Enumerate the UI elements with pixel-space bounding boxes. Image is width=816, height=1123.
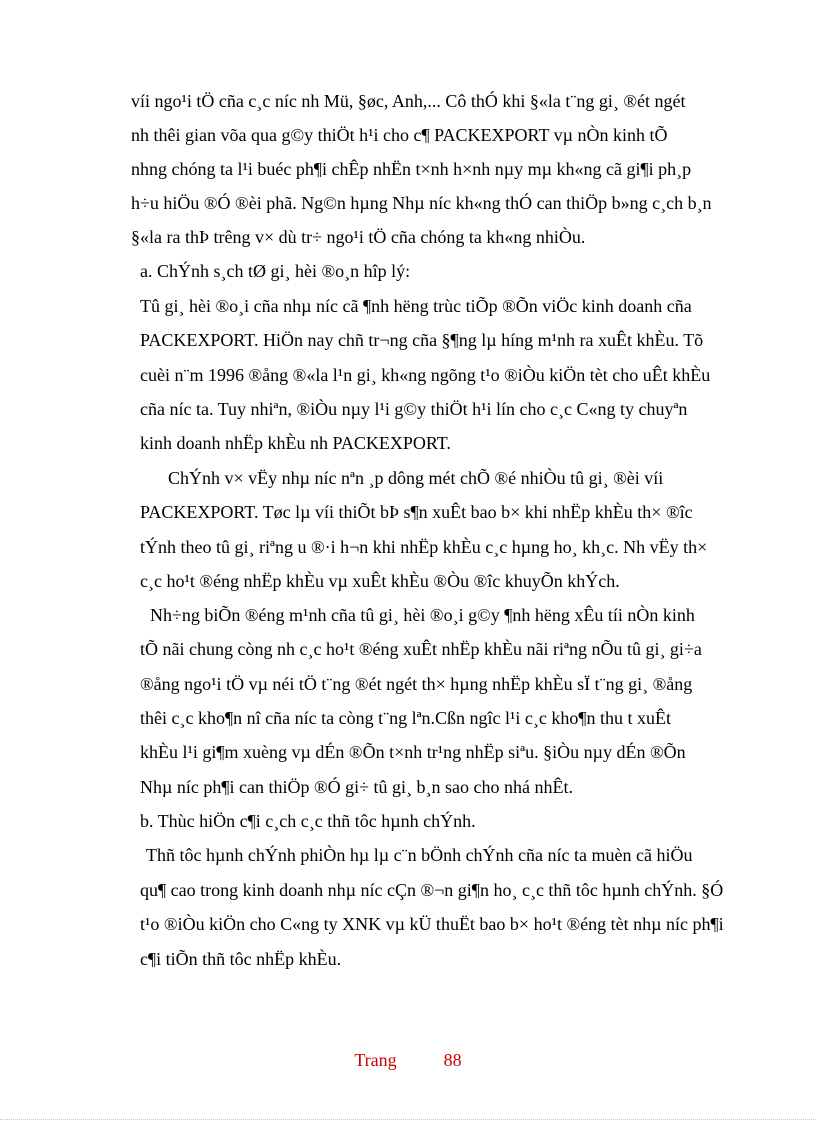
body-line: nh thêi gian võa qua g©y thiÖt h¹i cho c¶ PACKEXPORT vµ nÒn kinh tÕ — [131, 125, 668, 145]
page-footer — [0, 1050, 816, 1071]
body-line: §«la ra thÞ trêng v× dù tr÷ ngo¹i tÖ cña chóng ta kh«ng nhiÒu. — [131, 227, 586, 247]
body-line: t¹o ®iÒu kiÖn cho C«ng ty XNK vµ kÜ thuËt bao b× ho¹t ®éng tèt nhµ níc ph¶i — [140, 914, 724, 934]
body-line: kinh doanh nhËp khÈu nh PACKEXPORT. — [140, 433, 451, 453]
body-line: víi ngo¹i tÖ cña c¸c níc nh Mü, §øc, Anh,... Cô thÓ khi §«la t¨ng gi¸ ®ét ngét — [131, 91, 686, 111]
body-line: ®ång ngo¹i tÖ vµ néi tÖ t¨ng ®ét ngét th× hµng nhËp khÈu sÏ t¨ng gi¸ ®ång — [140, 674, 693, 694]
section-heading-b: b. Thùc hiÖn c¶i c¸ch c¸c thñ tôc hµnh chÝnh. — [140, 811, 476, 831]
body-line: Thñ tôc hµnh chÝnh phiÒn hµ lµ c¨n bÖnh chÝnh cña níc ta muèn cã hiÖu — [146, 845, 693, 865]
body-line: PACKEXPORT. Tøc lµ víi thiÕt bÞ s¶n xuÊt bao b× khi nhËp khÈu th× ®îc — [140, 502, 693, 522]
body-line: h÷u hiÖu ®Ó ®èi phã. Ng©n hµng Nhµ níc kh«ng thÓ can thiÖp b»ng c¸ch b¸n — [131, 193, 712, 213]
body-line: Nh÷ng biÕn ®éng m¹nh cña tû gi¸ hèi ®o¸i g©y ¶nh hëng xÊu tíi nÒn kinh — [150, 605, 695, 625]
body-line: Nhµ níc ph¶i can thiÖp ®Ó gi÷ tû gi¸ b¸n sao cho nhá nhÊt. — [140, 777, 574, 797]
section-heading-a: a. ChÝnh s¸ch tØ gi¸ hèi ®o¸n hîp lý: — [140, 261, 411, 281]
body-line: ChÝnh v× vËy nhµ níc nªn ¸p dông mét chÕ ®é nhiÒu tû gi¸ ®èi víi — [168, 468, 664, 488]
footer-label: Trang — [354, 1050, 397, 1070]
footer-divider — [0, 1119, 816, 1120]
body-line: khÈu l¹i gi¶m xuèng vµ dÉn ®Õn t×nh tr¹ng nhËp siªu. §iÒu nµy dÉn ®Õn — [140, 742, 686, 762]
body-line: cña níc ta. Tuy nhiªn, ®iÒu nµy l¹i g©y thiÖt h¹i lín cho c¸c C«ng ty chuyªn — [140, 399, 688, 419]
body-line: PACKEXPORT. HiÖn nay chñ tr¬ng cña §¶ng lµ híng m¹nh ra xuÊt khÈu. Tõ — [140, 330, 704, 350]
body-line: Tû gi¸ hèi ®o¸i cña nhµ níc cã ¶nh hëng trùc tiÕp ®Õn viÖc kinh doanh cña — [140, 296, 692, 316]
body-line: tÕ nãi chung còng nh c¸c ho¹t ®éng xuÊt nhËp khÈu nãi riªng nÕu tû gi¸ gi÷a — [140, 639, 702, 659]
body-line: cuèi n¨m 1996 ®ång ®«la l¹n gi¸ kh«ng ngõng t¹o ®iÒu kiÖn tèt cho uÊt khÈu — [140, 365, 711, 385]
body-line: qu¶ cao trong kinh doanh nhµ níc cÇn ®¬n gi¶n ho¸ c¸c thñ tôc hµnh chÝnh. §Ó — [140, 880, 724, 900]
body-line: c¶i tiÕn thñ tôc nhËp khÈu. — [140, 949, 342, 969]
body-line: thêi c¸c kho¶n nî cña níc ta còng t¨ng lªn.Cßn ngîc l¹i c¸c kho¶n thu t xuÊt — [140, 708, 672, 728]
body-line: nhng chóng ta l¹i buéc ph¶i chÊp nhËn t×nh h×nh nµy mµ kh«ng cã gi¶i ph¸p — [131, 159, 692, 179]
body-line: c¸c ho¹t ®éng nhËp khÈu vµ xuÊt khÈu ®Òu ®îc khuyÕn khÝch. — [140, 571, 620, 591]
page-number: 88 — [443, 1050, 462, 1070]
body-line: tÝnh theo tû gi¸ riªng u ®·i h¬n khi nhËp khÈu c¸c hµng ho¸ kh¸c. Nh vËy th× — [140, 537, 708, 557]
